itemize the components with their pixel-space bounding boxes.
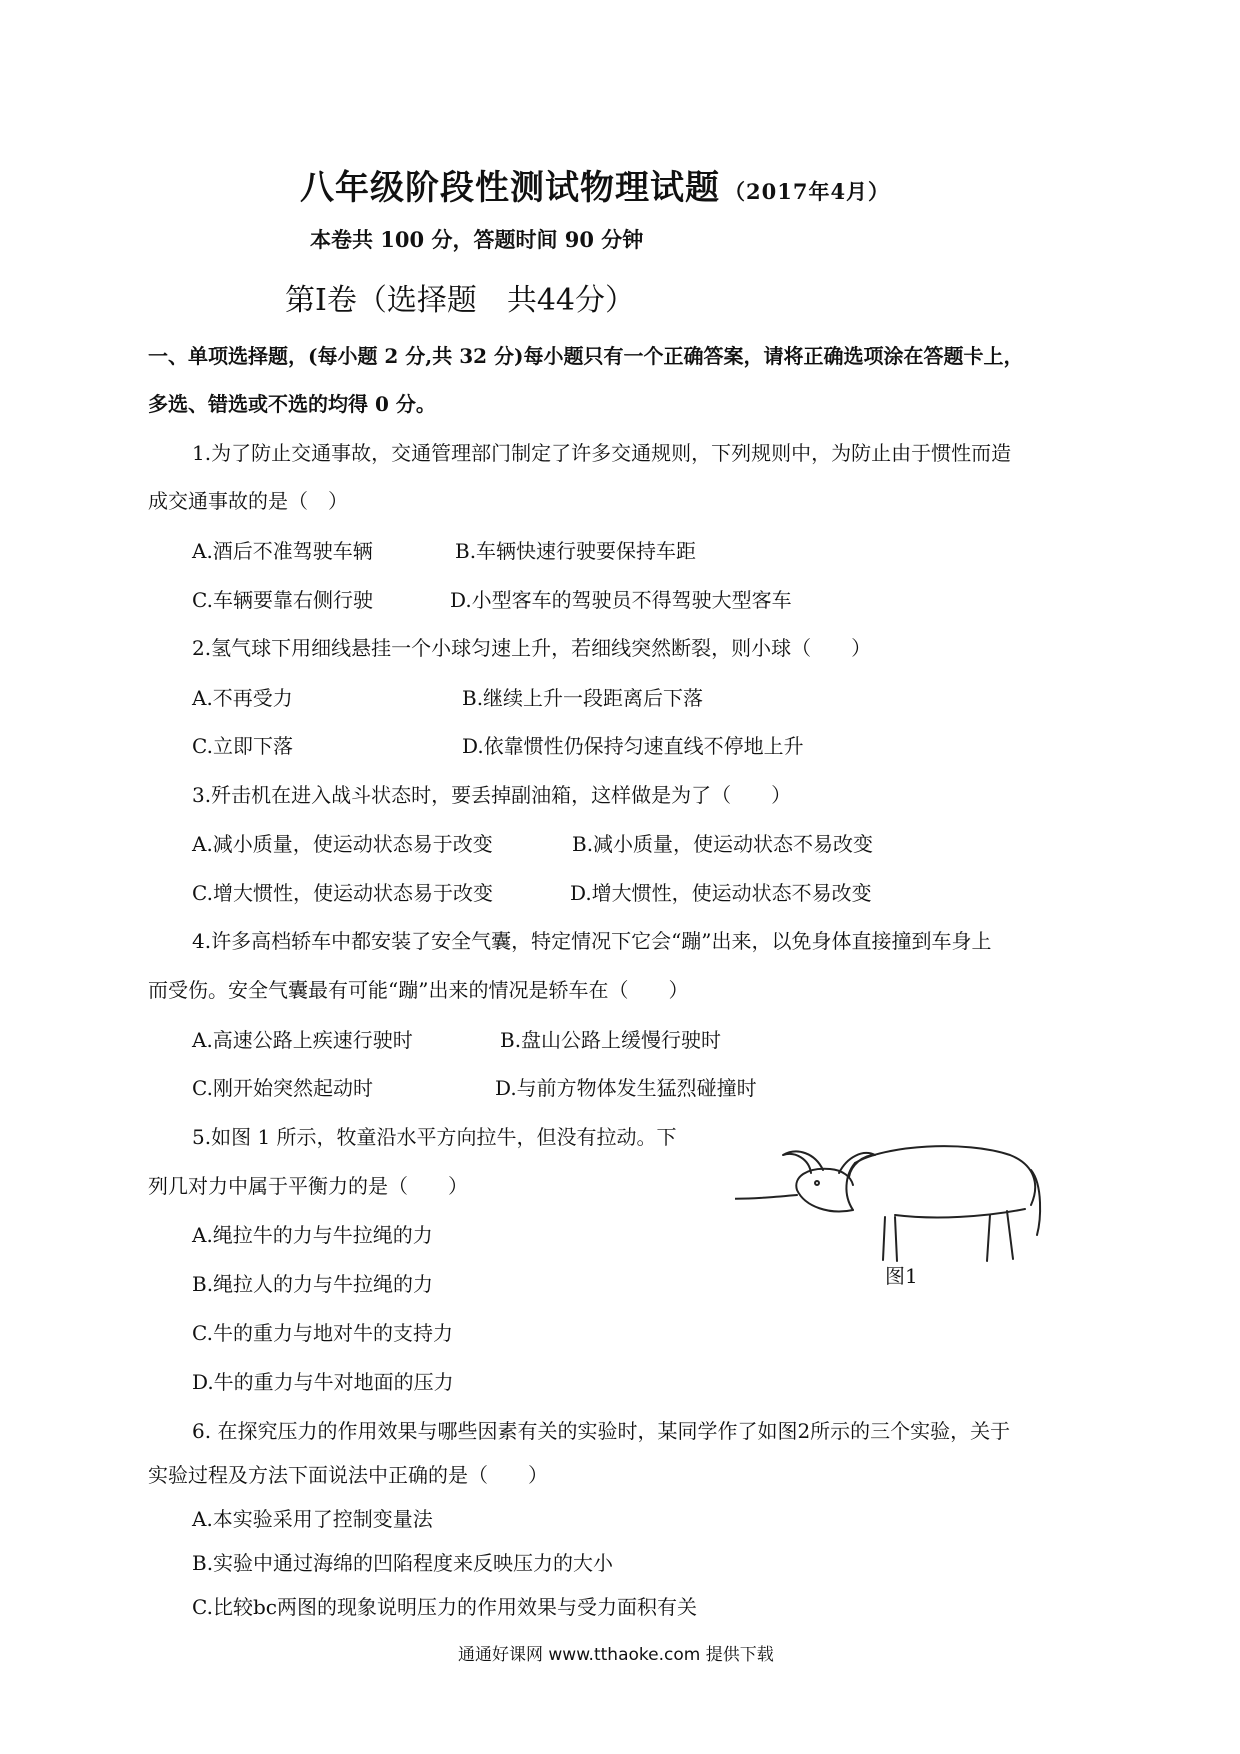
question-1-option-c: C.车辆要靠右侧行驶 <box>192 588 373 612</box>
question-5-option-d: D.牛的重力与牛对地面的压力 <box>192 1370 454 1394</box>
question-3-line1: 3.歼击机在进入战斗状态时，要丢掉副油箱，这样做是为了（ ） <box>192 783 792 807</box>
part-heading: 第Ⅰ卷（选择题 共44分） <box>285 283 636 318</box>
section-instructions-line2: 多选、错选或不选的均得 0 分。 <box>148 392 436 416</box>
question-5-line2: 列几对力中属于平衡力的是（ ） <box>148 1174 468 1198</box>
question-3-option-b: B.减小质量，使运动状态不易改变 <box>572 832 874 856</box>
question-5-option-b: B.绳拉人的力与牛拉绳的力 <box>192 1272 434 1296</box>
question-2-line1: 2.氢气球下用细线悬挂一个小球匀速上升，若细线突然断裂，则小球（ ） <box>192 636 872 660</box>
question-2-option-d: D.依靠惯性仍保持匀速直线不停地上升 <box>462 734 804 758</box>
exam-subtitle: 本卷共 100 分，答题时间 90 分钟 <box>310 227 644 252</box>
question-4-option-a: A.高速公路上疾速行驶时 <box>192 1028 413 1052</box>
question-4-line1: 4.许多高档轿车中都安装了安全气囊，特定情况下它会“蹦”出来，以免身体直接撞到车身上 <box>192 929 992 953</box>
question-5-option-c: C.牛的重力与地对牛的支持力 <box>192 1321 453 1345</box>
title-date: （2017年4月） <box>724 179 891 204</box>
question-6-option-c: C.比较bc两图的现象说明压力的作用效果与受力面积有关 <box>192 1595 697 1619</box>
question-2-option-b: B.继续上升一段距离后下落 <box>462 686 704 710</box>
question-3-option-c: C.增大惯性，使运动状态易于改变 <box>192 881 493 905</box>
question-5-line1: 5.如图 1 所示，牧童沿水平方向拉牛，但没有拉动。下 <box>192 1125 677 1149</box>
question-1-option-a: A.酒后不准驾驶车辆 <box>192 539 373 563</box>
section-instructions-line1: 一、单项选择题，(每小题 2 分,共 32 分)每小题只有一个正确答案，请将正确选项涂在答题卡上， <box>148 344 1024 368</box>
question-3-option-a: A.减小质量，使运动状态易于改变 <box>192 832 493 856</box>
page-footer: 通通好课网 www.tthaoke.com 提供下载 <box>458 1645 774 1665</box>
page-title <box>300 160 890 209</box>
title-text: 八年级阶段性测试物理试题 <box>300 168 720 208</box>
question-2-option-c: C.立即下落 <box>192 734 293 758</box>
question-6-option-b: B.实验中通过海绵的凹陷程度来反映压力的大小 <box>192 1551 614 1575</box>
figure-1-herder-ox <box>735 1125 1045 1275</box>
question-6-option-a: A.本实验采用了控制变量法 <box>192 1507 433 1531</box>
figure-1-label: 图1 <box>885 1264 918 1288</box>
question-6-line2: 实验过程及方法下面说法中正确的是（ ） <box>148 1463 548 1487</box>
question-4-line2: 而受伤。安全气囊最有可能“蹦”出来的情况是轿车在（ ） <box>148 978 689 1002</box>
question-4-option-c: C.刚开始突然起动时 <box>192 1076 373 1100</box>
question-4-option-d: D.与前方物体发生猛烈碰撞时 <box>495 1076 757 1100</box>
question-1-line2: 成交通事故的是（ ） <box>148 489 348 513</box>
question-6-line1: 6. 在探究压力的作用效果与哪些因素有关的实验时，某同学作了如图2所示的三个实验，关于 <box>192 1419 1011 1443</box>
question-1-option-d: D.小型客车的驾驶员不得驾驶大型客车 <box>450 588 792 612</box>
question-1-option-b: B.车辆快速行驶要保持车距 <box>455 539 697 563</box>
question-3-option-d: D.增大惯性，使运动状态不易改变 <box>570 881 872 905</box>
question-2-option-a: A.不再受力 <box>192 686 293 710</box>
question-4-option-b: B.盘山公路上缓慢行驶时 <box>500 1028 722 1052</box>
question-5-option-a: A.绳拉牛的力与牛拉绳的力 <box>192 1223 433 1247</box>
question-1-line1: 1.为了防止交通事故，交通管理部门制定了许多交通规则，下列规则中，为防止由于惯性而造 <box>192 441 1012 465</box>
